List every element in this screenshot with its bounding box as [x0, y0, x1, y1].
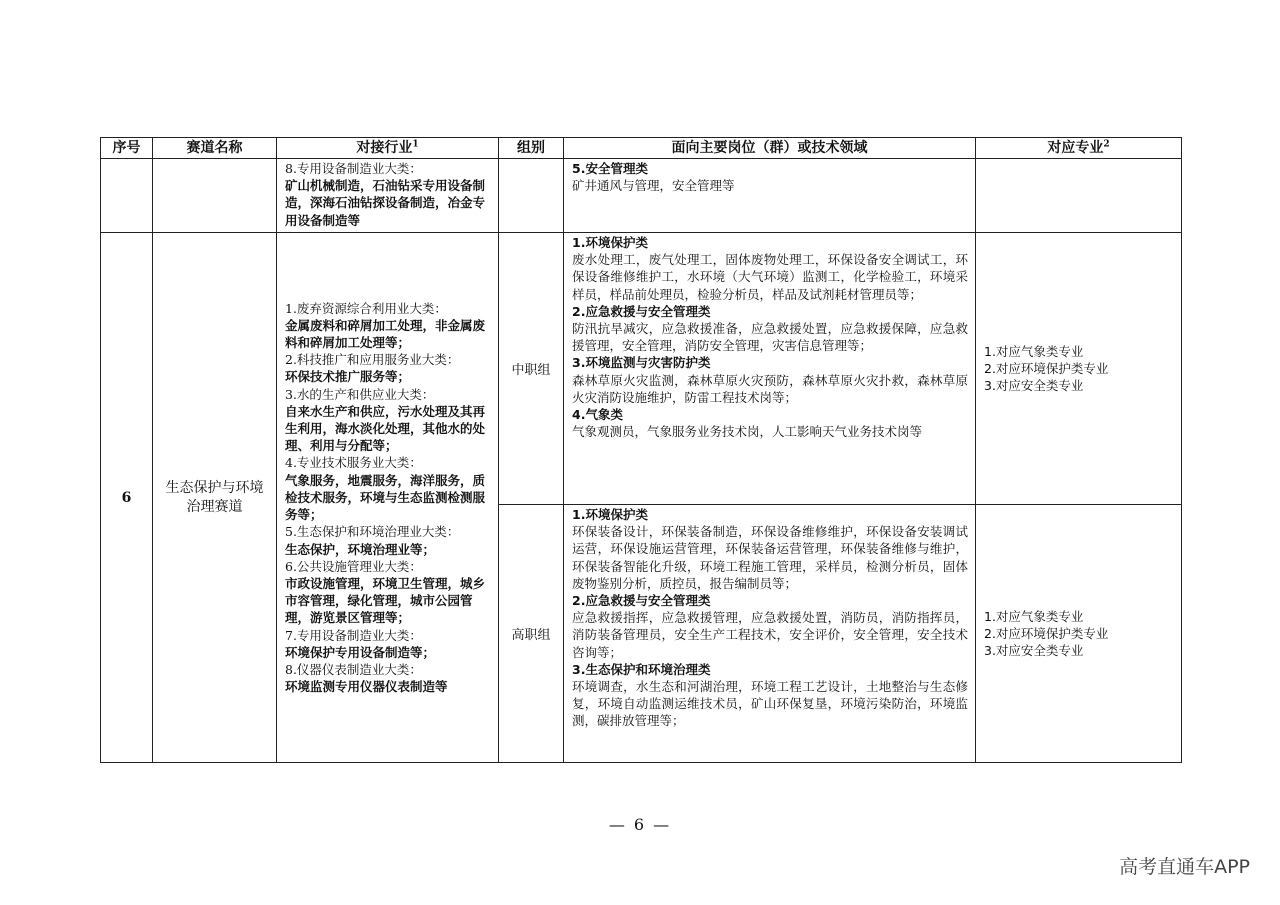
header-track: 赛道名称 [153, 138, 277, 159]
positions-cell [564, 505, 976, 763]
header-majors-text: 对应专业 [1047, 140, 1104, 156]
majors-cell [976, 159, 1182, 233]
major-item: 3.对应安全类专业 [984, 378, 1084, 394]
track-name: 生态保护与环境治理赛道 [165, 479, 264, 515]
position-detail-text: 气象观测员，气象服务业务技术岗，人工影响天气业务技术岗等 [572, 424, 923, 440]
position-category-title: 1.环境保护类 [572, 507, 648, 522]
industry-detail-text: 环保技术推广服务等； [285, 369, 411, 385]
industry-category-label: 6.公共设施管理业大类： [285, 558, 422, 574]
position-detail-text: 废水处理工，废气处理工，固体废物处理工，环保设备安全调试工，环保设备维修维护工，水环境（大气环境）监测工，化学检验工，环境采样员，样品前处理员，检验分析员，样品及试剂耗材管理员等； [572, 252, 968, 302]
industry-detail-text: 环境监测专用仪器仪表制造等 [285, 679, 448, 695]
table-header-row [101, 138, 1182, 159]
position-category-title: 4.气象类 [572, 407, 623, 423]
track-cell [153, 159, 277, 233]
industry-category-label: 5.生态保护和环境治理业大类： [285, 524, 460, 540]
industry-detail-text: 矿山机械制造，石油钻采专用设备制造，深海石油钻探设备制造，冶金专用设备制造等 [285, 178, 486, 228]
position-category-title: 3.生态保护和环境治理类 [572, 661, 711, 677]
header-majors [976, 138, 1182, 159]
table-row [101, 159, 1182, 233]
major-item: 1.对应气象类专业 [984, 343, 1084, 359]
position-category-title: 1.环境保护类 [572, 235, 648, 250]
footnote-marker: 2 [1103, 139, 1110, 150]
positions-cell [564, 233, 976, 505]
industry-category-label: 4.专业技术服务业大类： [285, 455, 422, 471]
position-category-title: 2.应急救援与安全管理类 [572, 303, 711, 319]
industry-detail-text: 环境保护专用设备制造等； [285, 644, 436, 660]
industry-category-label: 8.仪器仪表制造业大类： [285, 661, 422, 677]
position-category-title: 3.环境监测与灾害防护类 [572, 355, 711, 371]
industry-category-label: 2.科技推广和应用服务业大类： [285, 352, 460, 368]
position-detail-text: 防汛抗旱减灾，应急救援准备，应急救援处置，应急救援保障，应急救援管理，安全管理，消防安全管理，灾害信息管理等； [572, 321, 968, 354]
industry-cell [277, 233, 499, 763]
position-detail-text: 环保装备设计，环保装备制造，环保设备维修维护，环保设备安装调试运营，环保设施运营管理，环保装备运营管理，环保装备维修与维护，环保装备智能化升级，环境工程施工管理，采样员，检测分析员，固体废物鉴别分析，质控员，报告编制员等； [572, 524, 968, 591]
major-item: 3.对应安全类专业 [984, 643, 1084, 659]
positions-cell [564, 159, 976, 233]
group-cell [499, 159, 564, 233]
industry-category-label: 7.专用设备制造业大类： [285, 627, 422, 643]
major-item: 1.对应气象类专业 [984, 608, 1084, 624]
header-industry [277, 138, 499, 159]
industry-category-label: 3.水的生产和供应业大类： [285, 386, 435, 402]
footnote-marker: 1 [412, 139, 419, 150]
page-number: — 6 — [608, 815, 672, 834]
industry-detail-text: 生态保护，环境治理业等； [285, 541, 436, 557]
industry-detail-text: 自来水生产和供应，污水处理及其再生利用，海水淡化处理，其他水的处理、利用与分配等； [285, 403, 486, 454]
major-item: 2.对应环境保护类专业 [984, 360, 1109, 376]
track-cell [153, 233, 277, 763]
table-row [101, 233, 1182, 505]
major-item: 2.对应环境保护类专业 [984, 625, 1109, 641]
industry-detail-text: 市政设施管理，环境卫生管理，城乡市容管理，绿化管理，城市公园管理，游览景区管理等； [285, 575, 486, 626]
competition-table [100, 137, 1182, 763]
header-positions: 面向主要岗位（群）或技术领域 [564, 138, 976, 159]
industry-detail-text: 金属废料和碎屑加工处理，非金属废料和碎屑加工处理等； [285, 317, 486, 351]
position-category-title: 5.安全管理类 [572, 161, 648, 176]
header-group: 组别 [499, 138, 564, 159]
group-cell: 高职组 [499, 505, 564, 763]
industry-detail-text: 气象服务，地震服务，海洋服务，质检技术服务，环境与生态监测检测服务等； [285, 472, 486, 523]
position-detail-text: 应急救援指挥，应急救援管理，应急救援处置，消防员，消防指挥员，消防装备管理员，安全生产工程技术，安全评价，安全管理，安全技术咨询等； [572, 610, 968, 660]
industry-category-label: 1.废弃资源综合利用业大类： [285, 300, 447, 316]
position-detail-text: 矿井通风与管理，安全管理等 [572, 178, 735, 194]
position-detail-text: 环境调查，水生态和河湖治理，环境工程工艺设计，土地整治与生态修复，环境自动监测运维技术员，矿山环保复垦，环境污染防治，环境监测，碳排放管理等； [572, 679, 968, 729]
position-detail-text: 森林草原火灾监测，森林草原火灾预防，森林草原火灾扑救，森林草原火灾消防设施维护，防雷工程技术岗等； [572, 372, 968, 405]
header-industry-text: 对接行业 [356, 140, 413, 156]
majors-cell [976, 233, 1182, 505]
majors-cell [976, 505, 1182, 763]
seq-cell: 6 [101, 233, 153, 763]
industry-category-label: 8.专用设备制造业大类： [285, 161, 422, 176]
seq-cell [101, 159, 153, 233]
position-category-title: 2.应急救援与安全管理类 [572, 593, 711, 609]
watermark: 高考直通车APP [1119, 856, 1250, 878]
header-seq: 序号 [101, 138, 153, 159]
group-cell: 中职组 [499, 233, 564, 505]
industry-cell [277, 159, 499, 233]
